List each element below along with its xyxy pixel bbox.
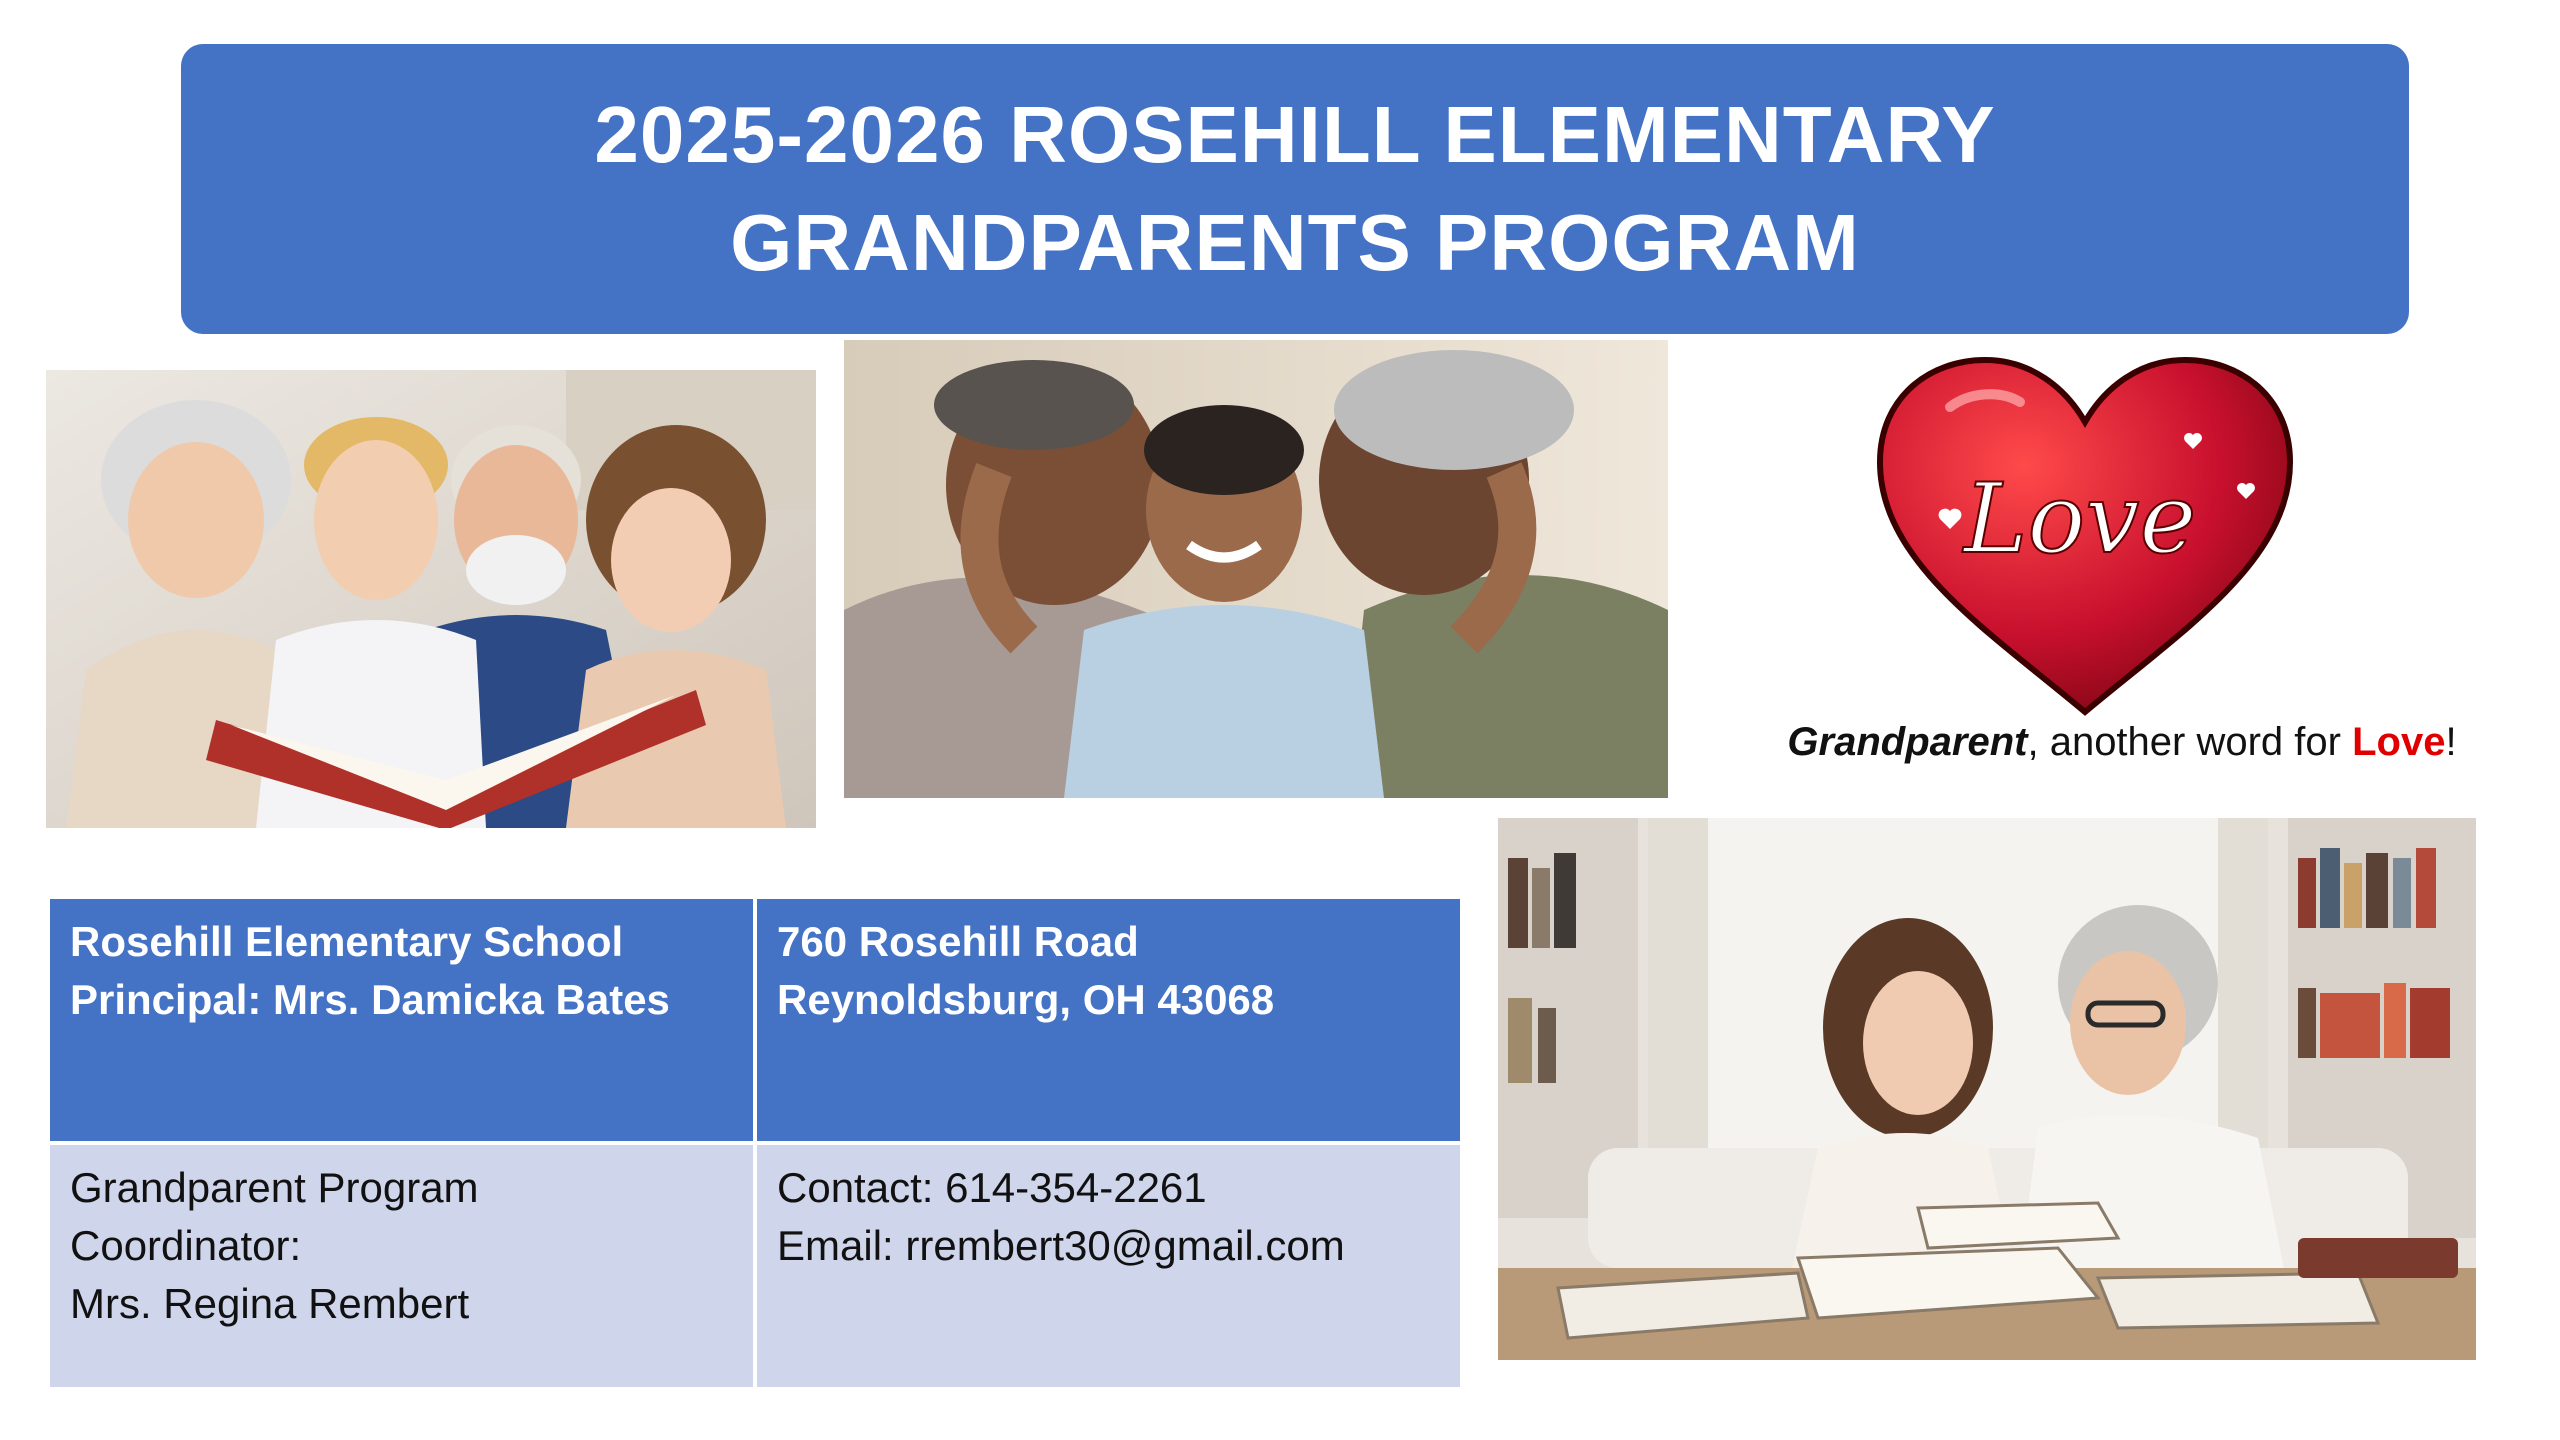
- contact-email[interactable]: Email: rrembert30@gmail.com: [777, 1222, 1345, 1269]
- love-label: Love: [1963, 463, 2197, 575]
- address-line-1: 760 Rosehill Road: [777, 918, 1139, 965]
- contact-info-table: [46, 895, 1464, 1391]
- school-name: Rosehill Elementary School: [70, 918, 624, 965]
- contact-cell: [755, 1143, 1462, 1389]
- love-caption: [1742, 720, 2502, 765]
- coordinator-cell: [48, 1143, 755, 1389]
- grandparents-hug-photo: [844, 340, 1668, 798]
- table-row-header: [48, 897, 1462, 1143]
- caption-middle: , another word for: [2027, 720, 2353, 764]
- coordinator-line-1: Grandparent Program: [70, 1164, 479, 1211]
- principal-name: Principal: Mrs. Damicka Bates: [70, 976, 670, 1023]
- contact-phone: Contact: 614-354-2261: [777, 1164, 1207, 1211]
- table-row-body: [48, 1143, 1462, 1389]
- coordinator-name: Mrs. Regina Rembert: [70, 1280, 470, 1327]
- caption-love: Love: [2352, 720, 2446, 764]
- grandparents-reading-photo: [46, 370, 816, 828]
- grandmother-studying-photo: [1498, 818, 2476, 1360]
- title-line-1: 2025-2026 ROSEHILL ELEMENTARY: [594, 90, 1996, 179]
- school-cell: [48, 897, 755, 1143]
- caption-grandparent: Grandparent: [1787, 720, 2028, 764]
- coordinator-line-2: Coordinator:: [70, 1222, 302, 1269]
- caption-end: !: [2445, 720, 2457, 764]
- title-banner: [181, 44, 2409, 334]
- title-line-2: GRANDPARENTS PROGRAM: [730, 198, 1860, 287]
- address-cell: [755, 897, 1462, 1143]
- love-heart-graphic: [1870, 352, 2300, 720]
- address-line-2: Reynoldsburg, OH 43068: [777, 976, 1275, 1023]
